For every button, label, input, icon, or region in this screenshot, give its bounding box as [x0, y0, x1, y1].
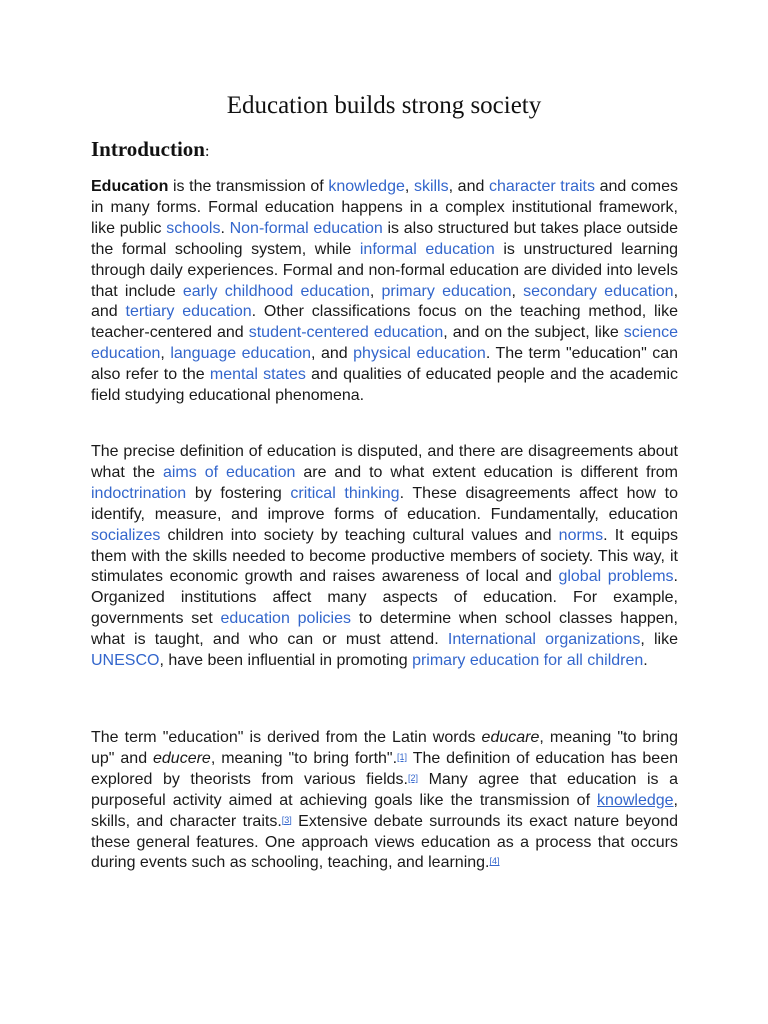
text: . It equips them with the skills needed to become productive members of society. This way, it stimulates economic growth and raises awareness of local and: [91, 526, 679, 586]
text: ,: [369, 282, 382, 300]
text: Extensive debate surrounds its exact nature beyond these general features. One approach views education as a process that occurs during events such as schooling, teaching, and learning.: [91, 812, 679, 872]
text: to determine when school classes happen, what is taught, and who can or must attend.: [91, 610, 679, 649]
link-international-organizations[interactable]: International organizations: [447, 631, 641, 649]
document-title: Education builds strong society: [226, 92, 542, 119]
paragraph-2: [91, 442, 678, 672]
citation-3[interactable]: [3]: [281, 814, 292, 825]
link-schools[interactable]: schools: [166, 219, 221, 237]
link-socializes[interactable]: socializes: [91, 526, 161, 544]
link-secondary-education[interactable]: secondary education: [523, 282, 674, 300]
link-informal-education[interactable]: informal education: [359, 240, 495, 258]
text: , skills, and character traits.: [91, 791, 678, 830]
link-aims-of-education[interactable]: aims of education: [162, 463, 296, 481]
text: . Other classifications focus on the teaching method, like teacher-centered and: [91, 303, 679, 342]
text: is unstructured learning through daily experiences. Formal and non-formal education are divided into levels that include: [91, 240, 678, 300]
link-knowledge[interactable]: knowledge: [328, 178, 405, 195]
link-mental-states[interactable]: mental states: [209, 366, 306, 384]
link-global-problems[interactable]: global problems: [558, 568, 674, 586]
link-early-childhood-education[interactable]: early childhood education: [182, 282, 370, 300]
link-student-centered-education[interactable]: student-centered education: [248, 324, 444, 342]
link-unesco[interactable]: UNESCO: [91, 652, 160, 670]
link-critical-thinking[interactable]: critical thinking: [290, 484, 400, 502]
link-primary-education-for-all-children[interactable]: primary education for all children: [412, 652, 644, 670]
link-tertiary-education[interactable]: tertiary education: [125, 303, 252, 321]
link-physical-education[interactable]: physical education: [353, 345, 486, 363]
text: is also structured but takes place outside the formal schooling system, while: [91, 219, 679, 258]
italic-term-educere: educere: [153, 749, 211, 767]
text: . Organized institutions affect many aspects of education. For example, governments set: [91, 568, 678, 628]
text: , like: [640, 631, 678, 649]
introduction-label: Introduction: [91, 137, 205, 161]
text: is the transmission of: [168, 178, 329, 195]
text: , have been influential in promoting: [159, 652, 413, 670]
bold-term-education: Education: [91, 178, 169, 195]
text: , and: [448, 178, 489, 195]
text: .: [220, 219, 230, 237]
text: , and: [311, 345, 354, 363]
text: and comes in many forms. Formal education happens in a complex institutional framework, like public: [91, 178, 679, 237]
text: . The term "education" can also refer to the: [91, 345, 679, 384]
text: ,: [404, 178, 414, 195]
introduction-colon: :: [204, 143, 210, 160]
text: , meaning "to bring forth".: [210, 749, 398, 767]
text: , and: [91, 282, 679, 321]
link-knowledge-underlined[interactable]: knowledge: [597, 791, 674, 809]
text: The definition of education has been explored by theorists from various fields.: [91, 749, 678, 788]
italic-term-educare: educare: [481, 729, 540, 746]
text: children into society by teaching cultural values and: [160, 526, 559, 544]
text: , and on the subject, like: [443, 324, 624, 342]
paragraph-1: [91, 177, 678, 407]
text: .: [643, 652, 648, 670]
text: by fostering: [186, 484, 291, 502]
section-heading-introduction: [91, 137, 209, 162]
link-norms[interactable]: norms: [558, 526, 604, 544]
link-science-education[interactable]: science education: [91, 324, 679, 363]
text: The precise definition of education is disputed, and there are disagreements about what the: [91, 443, 678, 481]
text: The term "education" is derived from the Latin words: [91, 729, 482, 746]
paragraph-3: [91, 728, 678, 874]
link-education-policies[interactable]: education policies: [220, 610, 352, 628]
citation-2[interactable]: [2]: [407, 772, 418, 783]
citation-4[interactable]: [4]: [489, 856, 500, 867]
text: are and to what extent education is different from: [295, 463, 679, 481]
citation-1[interactable]: [1]: [397, 751, 408, 762]
text: , meaning "to bring up" and: [91, 729, 678, 767]
link-character-traits[interactable]: character traits: [488, 178, 595, 195]
text: ,: [160, 345, 171, 363]
text: Many agree that education is a purposeful activity aimed at achieving goals like the transmission of: [91, 770, 679, 809]
text: ,: [511, 282, 524, 300]
link-primary-education[interactable]: primary education: [381, 282, 512, 300]
text: . These disagreements affect how to identify, measure, and improve forms of education. Fundamentally, education: [91, 484, 678, 523]
link-language-education[interactable]: language education: [170, 345, 312, 363]
link-non-formal-education[interactable]: Non-formal education: [229, 219, 383, 237]
link-skills[interactable]: skills: [413, 178, 449, 195]
link-indoctrination[interactable]: indoctrination: [91, 484, 187, 502]
text: and qualities of educated people and the academic field studying educational phenomena.: [91, 366, 679, 405]
